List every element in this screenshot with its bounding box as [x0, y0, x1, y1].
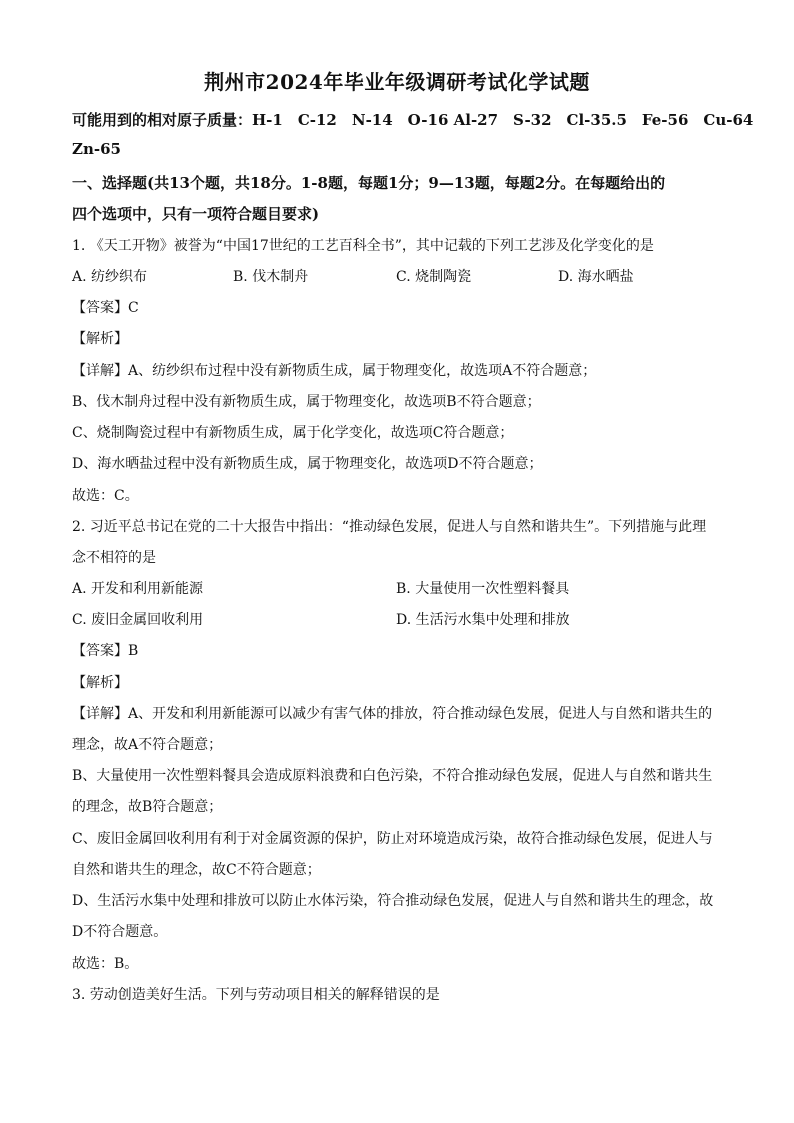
- q2-detail-line: D不符合题意。: [72, 924, 168, 940]
- page-title: 荆州市2024年毕业年级调研考试化学试题: [204, 70, 590, 94]
- q1-detail-line: D、海水晒盐过程中没有新物质生成，属于物理变化，故选项D不符合题意；: [72, 456, 543, 472]
- section-heading-line-2: 四个选项中，只有一项符合题目要求): [72, 205, 320, 223]
- q2-option-c: C. 废旧金属回收利用: [72, 612, 204, 628]
- q2-detail-line: C、废旧金属回收利用有利于对金属资源的保护，防止对环境造成污染，故符合推动绿色发展，促进人与: [72, 831, 713, 847]
- q2-option-a: A. 开发和利用新能源: [72, 581, 204, 597]
- q3-stem: 3. 劳动创造美好生活。下列与劳动项目相关的解释错误的是: [72, 987, 440, 1003]
- q2-detail-line: 【详解】A、开发和利用新能源可以减少有害气体的排放，符合推动绿色发展，促进人与自然和谐共生的: [72, 706, 713, 722]
- atomic-mass-line-1: 可能用到的相对原子质量：H-1 C-12 N-14 O-16 Al-27 S-32 Cl-35.5 Fe-56 Cu-64: [72, 111, 754, 129]
- q2-conclusion: 故选：B。: [72, 956, 139, 972]
- q2-stem-line-2: 念不相符的是: [72, 550, 156, 566]
- q1-option-b: B. 伐木制舟: [233, 269, 309, 285]
- q2-detail-line: D、生活污水集中处理和排放可以防止水体污染，符合推动绿色发展，促进人与自然和谐共生的理念，故: [72, 893, 714, 909]
- q2-option-b: B. 大量使用一次性塑料餐具: [396, 581, 570, 597]
- q1-option-a: A. 纺纱织布: [72, 269, 148, 285]
- q2-detail-line: 的理念，故B符合题意；: [72, 799, 223, 815]
- q1-conclusion: 故选：C。: [72, 488, 139, 504]
- q1-detail-line: C、烧制陶瓷过程中有新物质生成，属于化学变化，故选项C符合题意；: [72, 425, 514, 441]
- q1-stem: 1. 《天工开物》被誉为“中国17世纪的工艺百科全书”，其中记载的下列工艺涉及化学变化的是: [72, 238, 654, 254]
- q2-detail-line: 理念，故A不符合题意；: [72, 737, 223, 753]
- q2-stem-line-1: 2. 习近平总书记在党的二十大报告中指出：“推动绿色发展，促进人与自然和谐共生”。下列措施与此理: [72, 519, 707, 535]
- q2-option-d: D. 生活污水集中处理和排放: [396, 612, 570, 628]
- q2-detail-line: B、大量使用一次性塑料餐具会造成原料浪费和白色污染，不符合推动绿色发展，促进人与自然和谐共生: [72, 768, 713, 784]
- q1-analysis-label: 【解析】: [72, 331, 128, 347]
- section-heading-line-1: 一、选择题(共13个题，共18分。1-8题，每题1分；9—13题，每题2分。在每题给出的: [72, 174, 666, 192]
- q1-option-d: D. 海水晒盐: [558, 269, 634, 285]
- q1-option-c: C. 烧制陶瓷: [396, 269, 472, 285]
- q1-answer: 【答案】C: [72, 300, 139, 316]
- q2-answer: 【答案】B: [72, 643, 139, 659]
- q2-analysis-label: 【解析】: [72, 675, 128, 691]
- q1-detail-line: 【详解】A、纺纱织布过程中没有新物质生成，属于物理变化，故选项A不符合题意；: [72, 363, 597, 379]
- atomic-mass-line-2: Zn-65: [72, 140, 121, 158]
- q2-detail-line: 自然和谐共生的理念，故C不符合题意；: [72, 862, 321, 878]
- q1-detail-line: B、伐木制舟过程中没有新物质生成，属于物理变化，故选项B不符合题意；: [72, 394, 541, 410]
